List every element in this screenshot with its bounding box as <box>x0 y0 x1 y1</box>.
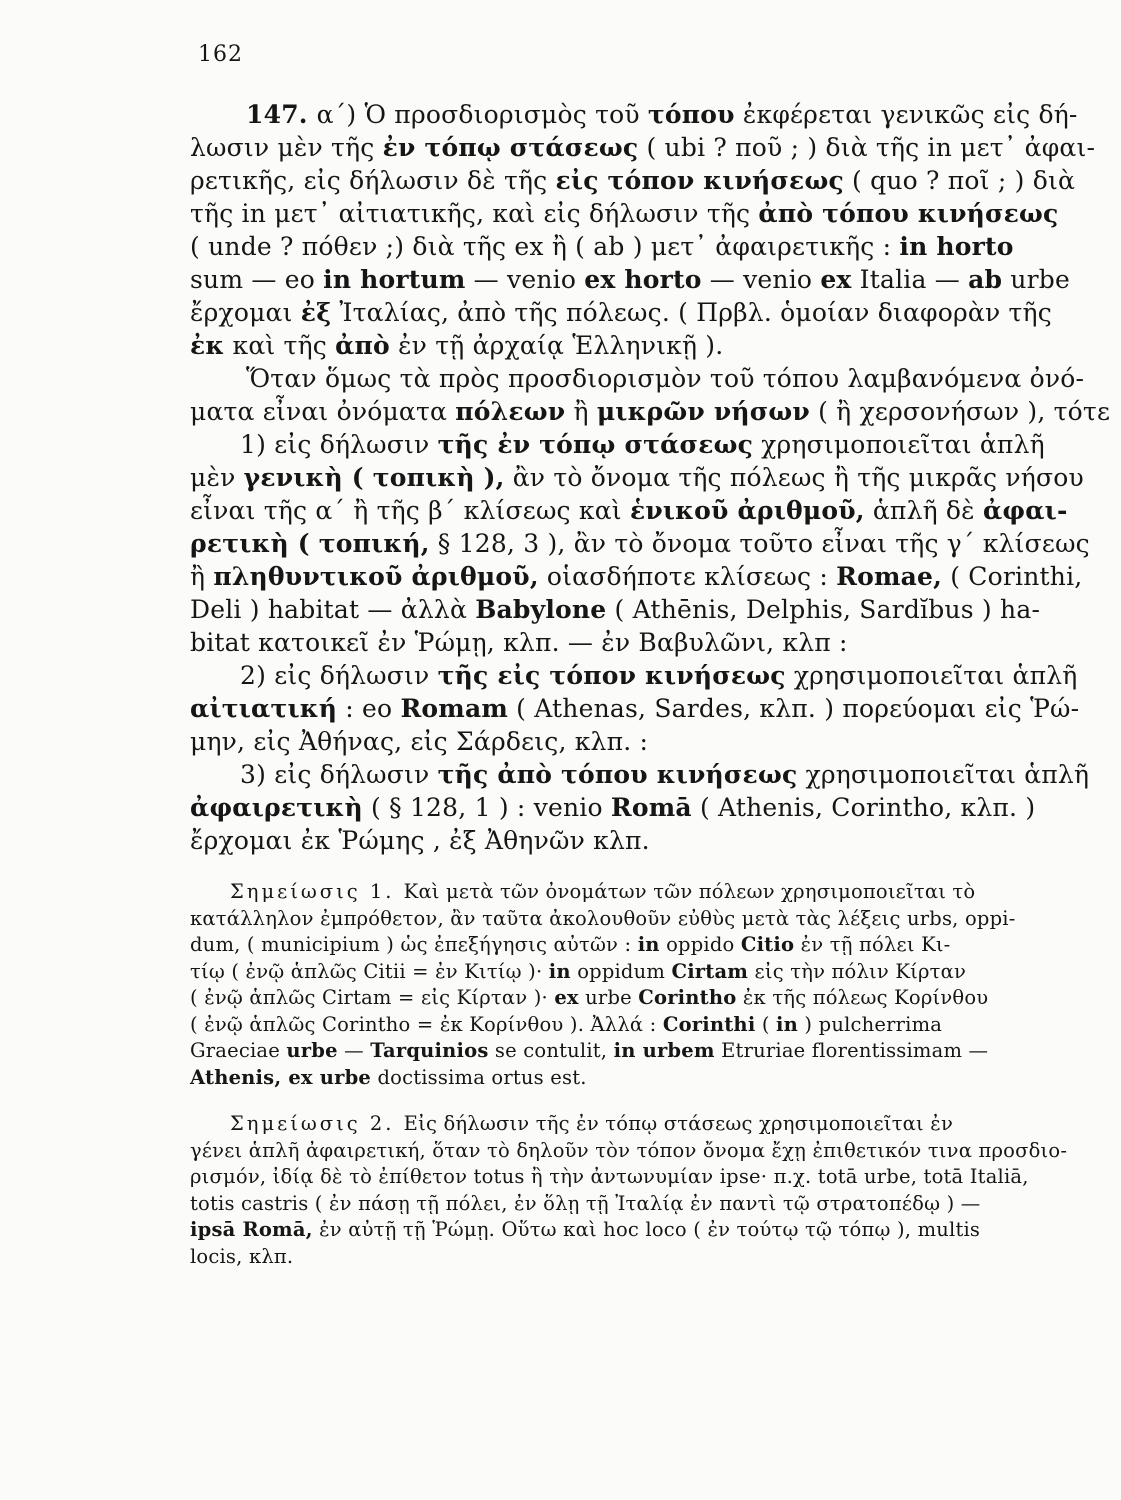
text-run: εἰς τὴν πόλιν Κίρταν <box>748 959 967 983</box>
text-line <box>190 329 1050 362</box>
text-line <box>190 395 1111 428</box>
text-run: 1) εἰς δήλωσιν <box>240 430 438 459</box>
text-run: sum — eo <box>190 265 324 294</box>
bold-term: Corinthi <box>662 1012 756 1036</box>
text-run: ἢ <box>190 562 214 591</box>
text-run: doctissima ortus est. <box>371 1065 587 1089</box>
bold-term: ἀπὸ <box>335 331 390 360</box>
note-1 <box>190 879 1050 1091</box>
bold-term: ab <box>968 265 1003 294</box>
text-run: Ἰταλίας, ἀπὸ τῆς πόλεως. ( Πρβλ. ὁμοίαν διαφορὰν τῆς <box>331 298 1052 327</box>
bold-term: πόλεων <box>455 397 566 426</box>
note-2 <box>190 1111 1068 1270</box>
text-run: totis castris ( ἐν πάσῃ τῇ πόλει, ἐν ὅλῃ τῇ Ἰταλίᾳ ἐν παντὶ τῷ στρατοπέδῳ ) — <box>190 1191 981 1215</box>
bold-term: Romam <box>400 694 508 723</box>
bold-term: τόπου <box>647 100 735 129</box>
text-run: dum, ( municipium ) ὡς ἐπεξήγησις αὐτῶν : <box>190 933 638 956</box>
text-run: ἐκ τῆς πόλεως Κορίνθου <box>736 986 989 1009</box>
text-line <box>190 560 1083 593</box>
text-run: ἐκφέρεται γενικῶς εἰς δή- <box>734 100 1078 129</box>
note-line <box>190 932 1050 959</box>
text-line <box>190 98 1078 131</box>
note-line <box>190 1111 1050 1138</box>
text-run: χρησιμοποιεῖται ἁπλῆ <box>797 760 1090 789</box>
text-run: ρετικῆς, εἰς δήλωσιν δὲ τῆς <box>190 166 556 195</box>
text-line <box>190 263 1070 296</box>
bold-term: in <box>776 1012 799 1036</box>
text-run: γένει ἁπλῆ ἀφαιρετική, ὅταν τὸ δηλοῦν τὸν τόπον ὄνομα ἔχῃ ἐπιθετικόν τινα προσδιο- <box>190 1138 1068 1162</box>
bold-term: Tarquinios <box>370 1039 489 1062</box>
bold-term: Romā <box>610 793 692 822</box>
text-run: ( Athēnis, Delphis, Sardĭbus ) ha- <box>606 595 1041 624</box>
text-run: 3) εἰς δήλωσιν <box>240 760 438 789</box>
bold-term: ἐν τόπῳ στάσεως <box>382 133 639 162</box>
text-run: οἱασδήποτε κλίσεως : <box>538 562 837 591</box>
bold-term: Citio <box>740 933 795 956</box>
text-run: urbe <box>1002 265 1070 294</box>
text-run: Εἰς δήλωσιν τῆς ἐν τόπῳ στάσεως χρησιμοποιεῖται ἐν <box>403 1112 954 1135</box>
text-run: : eo <box>337 694 401 723</box>
bold-term: Athenis, ex urbe <box>190 1065 372 1089</box>
text-line <box>190 131 1096 164</box>
text-run: ( ἐνῷ ἁπλῶς Cirtam = εἰς Κίρταν )· <box>190 986 555 1009</box>
text-line <box>190 494 1068 527</box>
text-run: Etruriae florentissimam — <box>714 1039 989 1062</box>
text-run: ρισμόν, ἰδίᾳ δὲ τὸ ἐπίθετον totus ἢ τὴν ἀντωνυμίαν ipse· π.χ. totā urbe, totā Italiā, <box>190 1165 1029 1188</box>
text-run: ( Athenas, Sardes, κλπ. ) πορεύομαι εἰς Ῥώ- <box>508 694 1080 723</box>
text-run: τίῳ ( ἐνῷ ἁπλῶς Citii = ἐν Κιτίῳ )· <box>190 959 549 983</box>
text-run: ἁπλῆ δὲ <box>864 496 983 525</box>
note-label: Σημείωσις 2. <box>230 1112 404 1135</box>
text-run: τῆς in μετ᾽ αἰτιατικῆς, καὶ εἰς δήλωσιν τῆς <box>190 199 759 228</box>
text-run: ἐν αὐτῇ τῇ Ῥώμῃ. Οὕτω καὶ hoc loco ( ἐν τούτῳ τῷ τόπῳ ), multis <box>312 1218 981 1241</box>
text-line <box>190 461 1084 494</box>
text-run: ( Corinthi, <box>942 562 1083 591</box>
text-run: locis, κλπ. <box>190 1244 294 1268</box>
text-run: ( <box>755 1012 777 1036</box>
bold-term: ἐκ <box>190 331 225 360</box>
bold-term: in horto <box>899 232 1014 261</box>
bold-term: τῆς εἰς τόπον κινήσεως <box>437 661 786 690</box>
text-run: Deli ) habitat — ἀλλὰ <box>190 595 476 624</box>
text-run: Italia — <box>851 265 969 294</box>
bold-term: εἰς τόπον κινήσεως <box>555 166 844 195</box>
text-run: ( unde ? πόθεν ;) διὰ τῆς ex ἢ ( ab ) μετ᾽ ἀφαιρετικῆς : <box>190 232 900 261</box>
text-run: ) pulcherrima <box>798 1012 943 1036</box>
bold-term: Cirtam <box>671 959 749 983</box>
main-text <box>190 98 1111 1270</box>
text-run: μὲν <box>190 463 244 492</box>
section-number: 147. <box>246 100 317 129</box>
text-run: ἢ <box>565 397 597 426</box>
bold-term: ex horto <box>584 265 702 294</box>
text-run: κατάλληλον ἐμπρόθετον, ἂν ταῦτα ἀκολουθοῦν εὐθὺς μετὰ τὰς λέξεις urbs, oppi- <box>190 906 1016 930</box>
text-line <box>190 197 1059 230</box>
text-run: — <box>337 1039 371 1062</box>
text-run: ( quo ? ποῖ ; ) διὰ <box>843 166 1076 195</box>
text-run: bitat κατοικεῖ ἐν Ῥώμῃ, κλπ. — ἐν Βαβυλῶνι, κλπ : <box>190 628 848 657</box>
bold-term: γενικὴ ( τοπικὴ ), <box>243 463 505 492</box>
text-run: ( Athenis, Corintho, κλπ. ) <box>691 793 1036 822</box>
text-run: se contulit, <box>488 1039 614 1062</box>
text-line <box>190 230 1050 263</box>
text-line <box>190 296 1050 329</box>
bold-term: ἀφαιρετικὴ <box>190 793 363 822</box>
text-run: Graeciae <box>190 1039 287 1062</box>
text-line <box>190 791 1050 824</box>
note-line <box>190 1164 1050 1191</box>
bold-term: ἀφαι- <box>982 496 1068 525</box>
bold-term: τῆς ἀπὸ τόπου κινήσεως <box>437 760 798 789</box>
bold-term: ρετικὴ ( τοπική, <box>190 529 430 558</box>
note-line <box>190 1012 1050 1039</box>
bold-term: πληθυντικοῦ ἀριθμοῦ, <box>213 562 539 591</box>
paragraph-cities <box>190 362 1111 857</box>
text-run: ( ubi ? ποῦ ; ) διὰ τῆς in μετ᾽ ἀφαι- <box>638 133 1096 162</box>
text-line <box>190 527 1090 560</box>
bold-term: in hortum <box>323 265 466 294</box>
bold-term: in urbem <box>613 1039 715 1062</box>
bold-term: αἰτιατική <box>190 694 338 723</box>
text-run: μην, εἰς Ἀθήνας, εἰς Σάρδεις, κλπ. : <box>190 727 649 756</box>
text-run: — venio <box>701 265 821 294</box>
text-run: ( ἐνῷ ἁπλῶς Corintho = ἐκ Κορίνθου ). Ἀλλά : <box>190 1012 663 1036</box>
text-line <box>190 692 1080 725</box>
page-number: 162 <box>198 42 243 67</box>
bold-term: ἑνικοῦ ἀριθμοῦ, <box>629 496 865 525</box>
bold-term: in <box>548 959 571 983</box>
text-run: Ὅταν ὅμως τὰ πρὸς προσδιορισμὸν τοῦ τόπου λαμβανόμενα ὀνό- <box>246 364 1085 393</box>
bold-term: μικρῶν νήσων <box>596 397 810 426</box>
text-run: λωσιν μὲν τῆς <box>190 133 383 162</box>
note-line <box>190 1038 1050 1065</box>
text-run: εἶναι τῆς α΄ ἢ τῆς β΄ κλίσεως καὶ <box>190 496 630 525</box>
text-run: χρησιμοποιεῖται ἁπλῆ <box>753 430 1045 459</box>
bold-term: ipsā Romā, <box>190 1218 313 1241</box>
text-run: ( ἢ χερσονήσων ), τότε <box>809 397 1111 426</box>
note-line <box>190 1191 1050 1218</box>
text-run: ( § 128, 1 ) : venio <box>362 793 611 822</box>
text-line <box>190 824 1050 857</box>
text-line <box>190 593 1050 626</box>
text-run: oppido <box>659 933 741 956</box>
bold-term: Romae, <box>836 562 943 591</box>
note-line <box>190 959 1050 986</box>
section-147 <box>190 98 1096 362</box>
text-run: ἔρχομαι <box>190 298 301 327</box>
bold-term: τῆς ἐν τόπῳ στάσεως <box>437 430 754 459</box>
text-run: § 128, 3 ), ἂν τὸ ὄνομα τοῦτο εἶναι τῆς γ΄ κλίσεως <box>429 529 1090 558</box>
bold-term: ἀπὸ τόπου κινήσεως <box>758 199 1059 228</box>
text-run: χρησιμοποιεῖται ἁπλῆ <box>785 661 1078 690</box>
text-run: — venio <box>465 265 585 294</box>
text-line <box>190 362 1085 395</box>
text-line <box>190 725 1050 758</box>
text-run: ἐν τῇ πόλει Κι- <box>794 933 951 956</box>
text-line <box>190 428 1050 461</box>
text-line <box>190 626 1050 659</box>
bold-term: in <box>637 933 660 956</box>
text-run: α΄) Ὁ προσδιορισμὸς τοῦ <box>316 100 648 129</box>
bold-term: ex <box>820 265 852 294</box>
note-label: Σημείωσις 1. <box>230 880 404 903</box>
text-run: ἂν τὸ ὄνομα τῆς πόλεως ἢ τῆς μικρᾶς νήσου <box>504 463 1084 492</box>
note-line <box>190 906 1050 933</box>
note-line <box>190 1244 1050 1271</box>
note-line <box>190 1065 1050 1092</box>
bold-term: Babylone <box>475 595 607 624</box>
bold-term: ex <box>554 986 579 1009</box>
note-line <box>190 985 1050 1012</box>
text-run: καὶ τῆς <box>224 331 336 360</box>
note-line <box>190 1138 1068 1165</box>
text-run: ἔρχομαι ἐκ Ῥώμης , ἐξ Ἀθηνῶν κλπ. <box>190 826 650 855</box>
bold-term: urbe <box>286 1039 338 1062</box>
text-line <box>190 659 1078 692</box>
text-run: ματα εἶναι ὀνόματα <box>190 397 456 426</box>
text-line <box>190 164 1076 197</box>
text-run: Καὶ μετὰ τῶν ὀνομάτων τῶν πόλεων χρησιμοποιεῖται τὸ <box>403 880 976 903</box>
text-run: 2) εἰς δήλωσιν <box>240 661 438 690</box>
bold-term: ἐξ <box>300 298 332 327</box>
note-line <box>190 1217 1050 1244</box>
text-line <box>190 758 1090 791</box>
text-run: ἐν τῇ ἀρχαίᾳ Ἑλληνικῇ ). <box>389 331 724 360</box>
note-line <box>190 879 1050 906</box>
text-run: urbe <box>578 986 639 1009</box>
text-run: oppidum <box>570 959 672 983</box>
bold-term: Corintho <box>638 986 737 1009</box>
